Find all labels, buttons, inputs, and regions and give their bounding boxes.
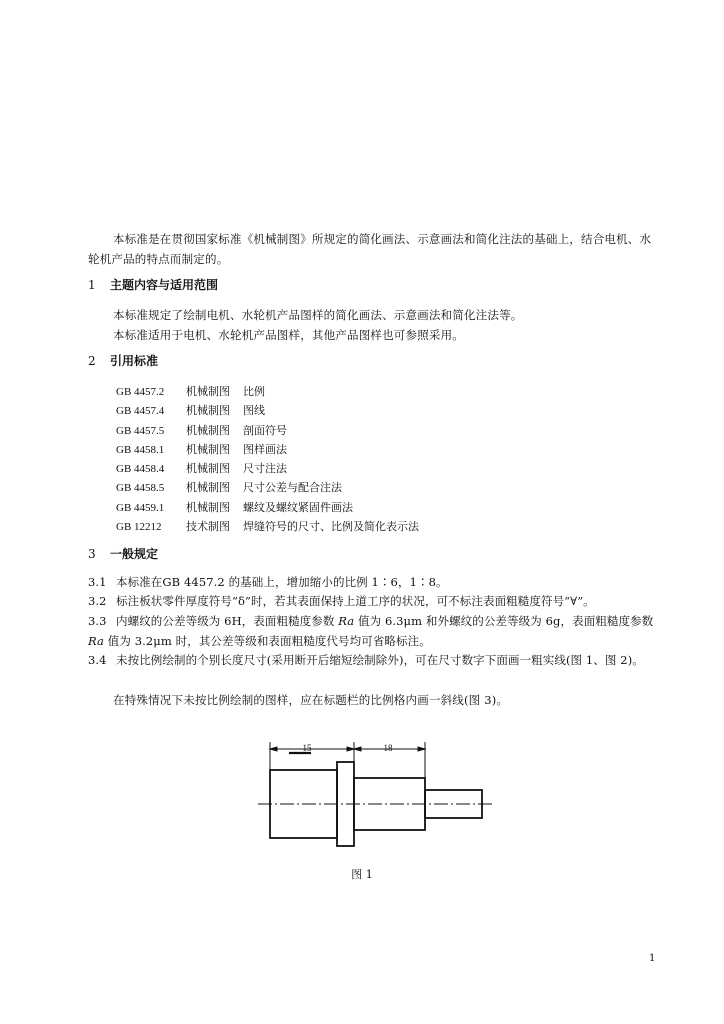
dimension-label-15: 15 [302,743,312,753]
reference-name: 剖面符号 [243,423,287,437]
reference-code: GB 4457.4 [116,405,165,418]
clause-text: 未按比例绘制的个别长度尺寸(采用断开后缩短绘制除外)，可在尺寸数字下面画一粗实线(图 1、图 2)。 [116,653,644,667]
reference-code: GB 4458.5 [116,482,165,495]
clause-number: 3.4 [88,653,107,667]
reference-item [116,382,419,401]
clause-number: 3.1 [88,575,107,589]
reference-category: 机械制图 [186,423,230,437]
reference-category: 机械制图 [186,404,230,418]
reference-item [116,478,419,497]
clause-number: 3.3 [88,614,107,628]
section-2-title: 引用标准 [110,354,159,368]
section-1-number: 1 [88,278,96,292]
reference-code: GB 4457.5 [116,424,165,437]
reference-name: 尺寸公差与配合注法 [243,481,342,495]
section-1-paragraph-1: 本标准规定了绘制电机、水轮机产品图样的简化画法、示意画法和简化注法等。 [113,308,523,322]
reference-item [116,498,419,517]
section-1-paragraph-2: 本标准适用于电机、水轮机产品图样，其他产品图样也可参照采用。 [113,328,464,342]
reference-code: GB 12212 [116,521,162,534]
reference-name: 尺寸注法 [243,462,287,476]
reference-category: 机械制图 [186,500,230,514]
clause-text: 内螺纹的公差等级为 6H，表面粗糙度参数 [116,614,339,628]
reference-code: GB 4458.4 [116,463,165,476]
section-2-number: 2 [88,354,96,368]
reference-name: 焊缝符号的尺寸、比例及简化表示法 [243,520,419,534]
section-3-number: 3 [88,547,96,561]
reference-name: 比例 [243,385,265,398]
clause-3-2 [88,592,660,612]
section-1-heading [88,276,218,293]
reference-name: 图线 [243,404,265,418]
reference-code: GB 4459.1 [116,501,165,514]
reference-category: 机械制图 [186,442,230,456]
reference-category: 技术制图 [186,520,230,534]
clause-number: 3.2 [88,594,107,608]
reference-code: GB 4458.1 [116,443,165,456]
reference-name: 图样画法 [243,442,287,456]
clause-text-end: ”。 [577,594,595,608]
section-1-title: 主题内容与适用范围 [110,278,219,292]
clause-3-4 [88,651,660,671]
reference-item [116,401,419,420]
arrow-head [270,747,277,751]
referenced-standards-list [116,382,419,536]
clause-3-1 [88,573,660,593]
reference-category: 机械制图 [186,462,230,476]
reference-code: GB 4457.2 [116,386,165,398]
clause-text: 标注板状零件厚度符号“δ”时，若其表面保持上道工序的状况，可不标注表面粗糙度符号“ [116,594,571,608]
ra-symbol: Ra [338,614,355,628]
ra-symbol: Ra [88,633,104,648]
reference-item [116,440,419,459]
section-3-title: 一般规定 [110,547,159,561]
intro-paragraph: 本标准是在贯彻国家标准《机械制图》所规定的简化画法、示意画法和简化注法的基础上，结合电机、水轮机产品的特点而制定的。 [88,232,652,266]
section-3-extra-paragraph: 在特殊情况下未按比例绘制的图样，应在标题栏的比例格内画一斜线(图 3)。 [113,693,509,707]
arrow-head [354,747,361,751]
reference-item [116,459,419,478]
dimension-label-18: 18 [383,743,393,753]
clause-text-mid: 值为 6.3μm 和外螺纹的公差等级为 6g，表面粗糙度参数 [354,614,654,628]
figure-1-drawing [250,740,500,850]
reference-category: 机械制图 [186,385,230,398]
reference-name: 螺纹及螺纹紧固件画法 [243,500,353,514]
reference-item [116,421,419,440]
page-number: 1 [649,953,656,964]
reference-item [116,517,419,536]
section-3-heading [88,545,158,562]
reference-category: 机械制图 [186,481,230,495]
clause-text-end: 值为 3.2μm 时，其公差等级和表面粗糙度代号均可省略标注。 [103,633,431,648]
clause-3-3 [88,612,660,651]
clause-text: 本标准在GB 4457.2 的基础上，增加缩小的比例 1∶6，1∶8。 [116,575,448,589]
section-2-heading [88,352,158,369]
roughness-symbol-icon: ∀ [570,594,578,608]
figure-1-caption: 图 1 [351,868,373,881]
arrow-head [418,747,425,751]
